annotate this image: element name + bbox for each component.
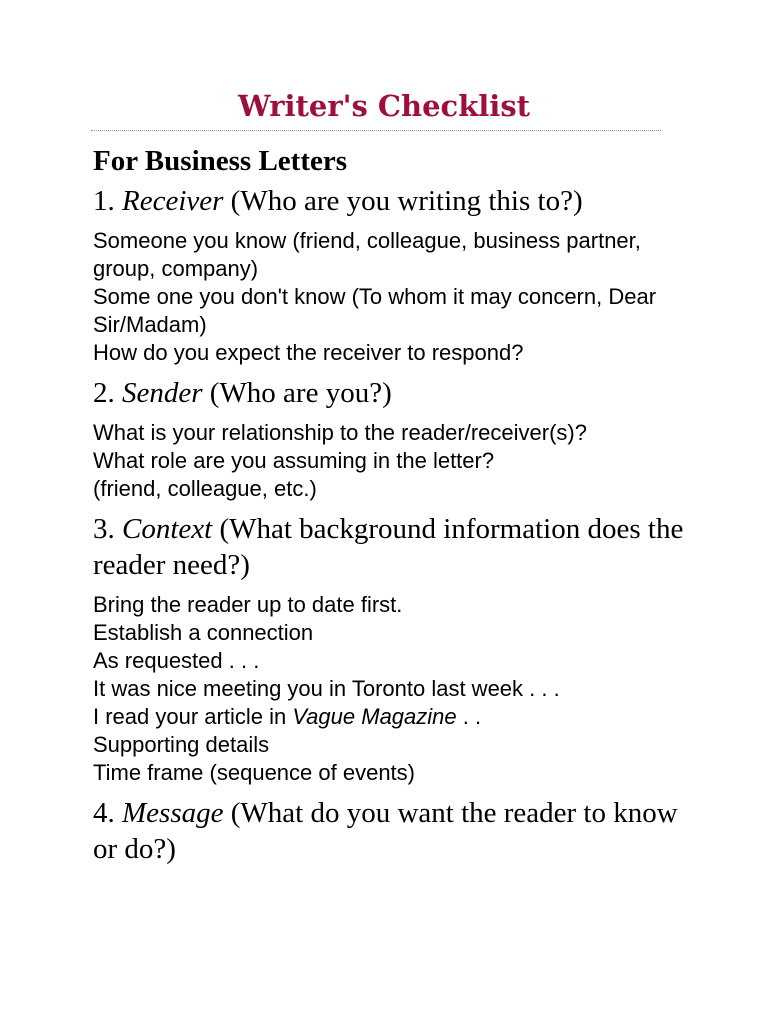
list-item: How do you expect the receiver to respond?: [93, 340, 524, 365]
title-divider: [91, 130, 661, 131]
section-question: (Who are you writing this to?): [230, 185, 583, 217]
section-heading: [93, 375, 693, 411]
section-name: Receiver: [122, 185, 224, 217]
section-number: 4.: [93, 797, 115, 829]
section-sender: [93, 375, 693, 503]
magazine-title: Vague Magazine: [292, 704, 457, 729]
section-question: (What do you want the reader to know or do?): [93, 797, 678, 865]
list-item: As requested . . .: [93, 648, 260, 673]
section-question: (What background information does the reader need?): [93, 513, 684, 581]
list-item: (friend, colleague, etc.): [93, 476, 317, 501]
section-number: 3.: [93, 513, 115, 545]
section-heading: [93, 183, 693, 219]
list-item: Some one you don't know (To whom it may concern, Dear Sir/Madam): [93, 284, 657, 337]
list-item: What is your relationship to the reader/receiver(s)?: [93, 420, 587, 445]
section-heading: [93, 511, 693, 583]
list-item-text: . .: [462, 704, 482, 729]
section-lines: [93, 419, 693, 503]
section-name: Sender: [122, 377, 203, 409]
list-item-text: I read your article in: [93, 704, 287, 729]
section-lines: [93, 227, 693, 367]
section-context: [93, 511, 693, 787]
section-number: 2.: [93, 377, 115, 409]
list-item: Establish a connection: [93, 620, 314, 645]
list-item: What role are you assuming in the letter?: [93, 448, 495, 473]
page-title: Writer's Checklist: [237, 89, 531, 123]
section-question: (Who are you?): [209, 377, 392, 409]
list-item: Someone you know (friend, colleague, business partner, group, company): [93, 228, 641, 281]
section-lines: [93, 591, 693, 787]
section-message: [93, 795, 693, 867]
section-name: Context: [122, 513, 213, 545]
list-item: [93, 703, 693, 731]
page-subtitle: For Business Letters: [93, 145, 348, 177]
section-number: 1.: [93, 185, 115, 217]
section-receiver: [93, 183, 693, 367]
list-item: Supporting details: [93, 732, 270, 757]
section-name: Message: [122, 797, 224, 829]
document-body: [93, 141, 693, 867]
list-item: Bring the reader up to date first.: [93, 592, 403, 617]
section-heading: [93, 795, 693, 867]
list-item: Time frame (sequence of events): [93, 760, 415, 785]
list-item: It was nice meeting you in Toronto last week . . .: [93, 676, 560, 701]
